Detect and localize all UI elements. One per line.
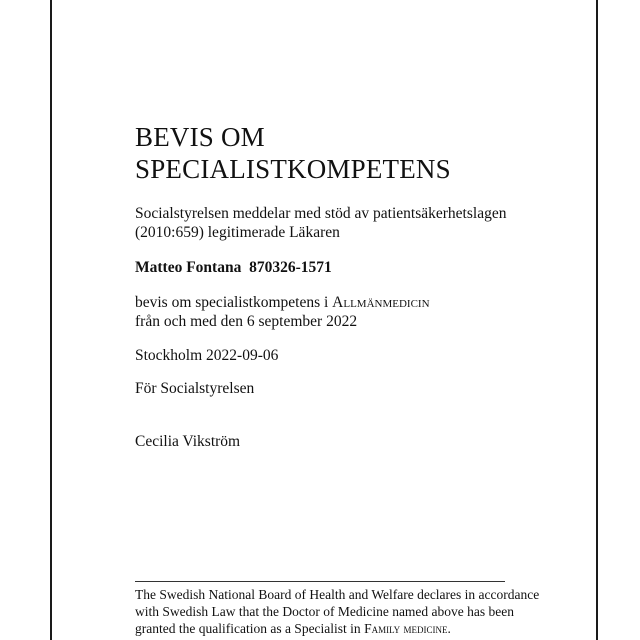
footer-line-3 [135, 620, 539, 637]
intro-line-2: (2010:659) legitimerade Läkaren [135, 224, 340, 241]
on-behalf-label: För Socialstyrelsen [135, 380, 255, 397]
footer-translation [135, 586, 539, 637]
footer-specialty: Family medicine [364, 621, 448, 636]
footer-line-2: with Swedish Law that the Doctor of Medicine named above has been [135, 604, 515, 619]
qualification-specialty: Allmänmedicin [332, 294, 430, 311]
footer-line-3-prefix: granted the qualification as a Specialist in [135, 621, 365, 636]
place-date: Stockholm 2022-09-06 [135, 347, 279, 364]
qualification-prefix: bevis om specialistkompetens i [135, 294, 333, 311]
qualification-date-line: från och med den 6 september 2022 [135, 313, 358, 330]
footer-divider [135, 581, 505, 582]
footer-line-3-suffix: . [447, 621, 451, 636]
person-id-number: 870326-1571 [249, 259, 332, 276]
qualification-paragraph [135, 293, 430, 331]
certificate-title [135, 121, 451, 185]
title-line-2: SPECIALISTKOMPETENS [135, 154, 451, 184]
title-line-1: BEVIS OM [135, 122, 265, 152]
person-line [135, 258, 332, 277]
footer-line-1: The Swedish National Board of Health and Welfare declares in accordance [135, 587, 540, 602]
person-name: Matteo Fontana [135, 259, 242, 276]
signatory-name: Cecilia Vikström [135, 433, 241, 450]
intro-line-1: Socialstyrelsen meddelar med stöd av patientsäkerhetslagen [135, 205, 507, 222]
intro-paragraph [135, 204, 506, 242]
qualification-line-1 [135, 293, 430, 312]
